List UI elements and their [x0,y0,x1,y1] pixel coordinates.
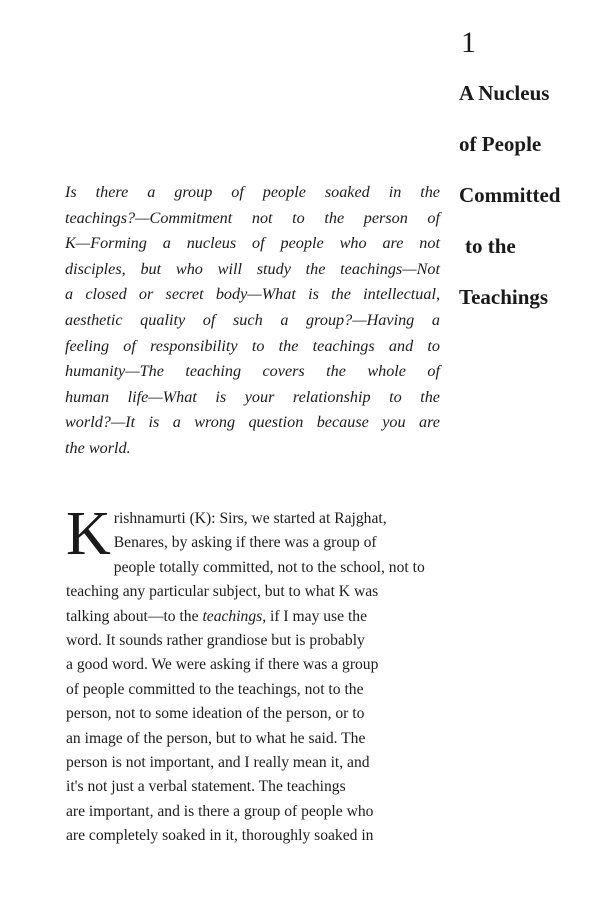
abstract-line: disciples, but who will study the teachings—Not [65,259,440,278]
body-line-segment: talking about—to the [66,607,203,625]
body-line: person, not to some ideation of the person, or to [66,705,365,723]
chapter-title-line: Teachings [459,285,549,309]
body-line-segment: , if I may use the [262,607,367,625]
abstract-line: teachings?—Commitment not to the person of [65,208,440,227]
chapter-number: 1 [461,26,476,59]
chapter-title-line: of People [459,132,542,156]
body-line: are completely soaked in it, thoroughly soaked in [66,827,374,845]
body-line: are important, and is there a group of people who [66,802,374,820]
chapter-title [459,83,599,338]
chapter-title-line: A Nucleus [459,81,550,105]
drop-cap: K [66,500,111,568]
body-line: it's not just a verbal statement. The teachings [66,778,346,796]
chapter-abstract [65,180,440,462]
chapter-title-line: to the [465,234,516,258]
abstract-line: humanity—The teaching covers the whole of [65,362,440,381]
body-line: a good word. We were asking if there was a group [66,656,379,674]
body-line: teaching any particular subject, but to what K was [66,583,379,601]
abstract-line: feeling of responsibility to the teachings and to [65,336,440,355]
body-text [66,500,442,849]
body-line: rishnamurti (K): Sirs, we started at Rajghat, [113,510,387,527]
abstract-line: Is there a group of people soaked in the [65,183,440,201]
body-line: person is not important, and I really mean it, and [66,754,370,772]
abstract-line: world?—It is a wrong question because you are [65,413,440,432]
body-line: of people committed to the teachings, not to the [66,680,364,698]
abstract-line: human life—What is your relationship to the [65,387,440,406]
emphasized-word: teachings [202,607,263,625]
chapter-title-line: Committed [459,183,561,207]
body-line: people totally committed, not to the school, not to [113,558,425,576]
body-line-with-emphasis [66,605,442,629]
body-line: Benares, by asking if there was a group of [113,534,377,552]
body-line: word. It sounds rather grandiose but is probably [66,632,365,650]
abstract-line: K—Forming a nucleus of people who are not [65,234,440,253]
abstract-line: the world. [65,438,131,457]
body-line: an image of the person, but to what he said. The [66,729,366,747]
abstract-line: aesthetic quality of such a group?—Having a [65,310,440,329]
abstract-line: a closed or secret body—What is the intellectual, [65,285,440,304]
